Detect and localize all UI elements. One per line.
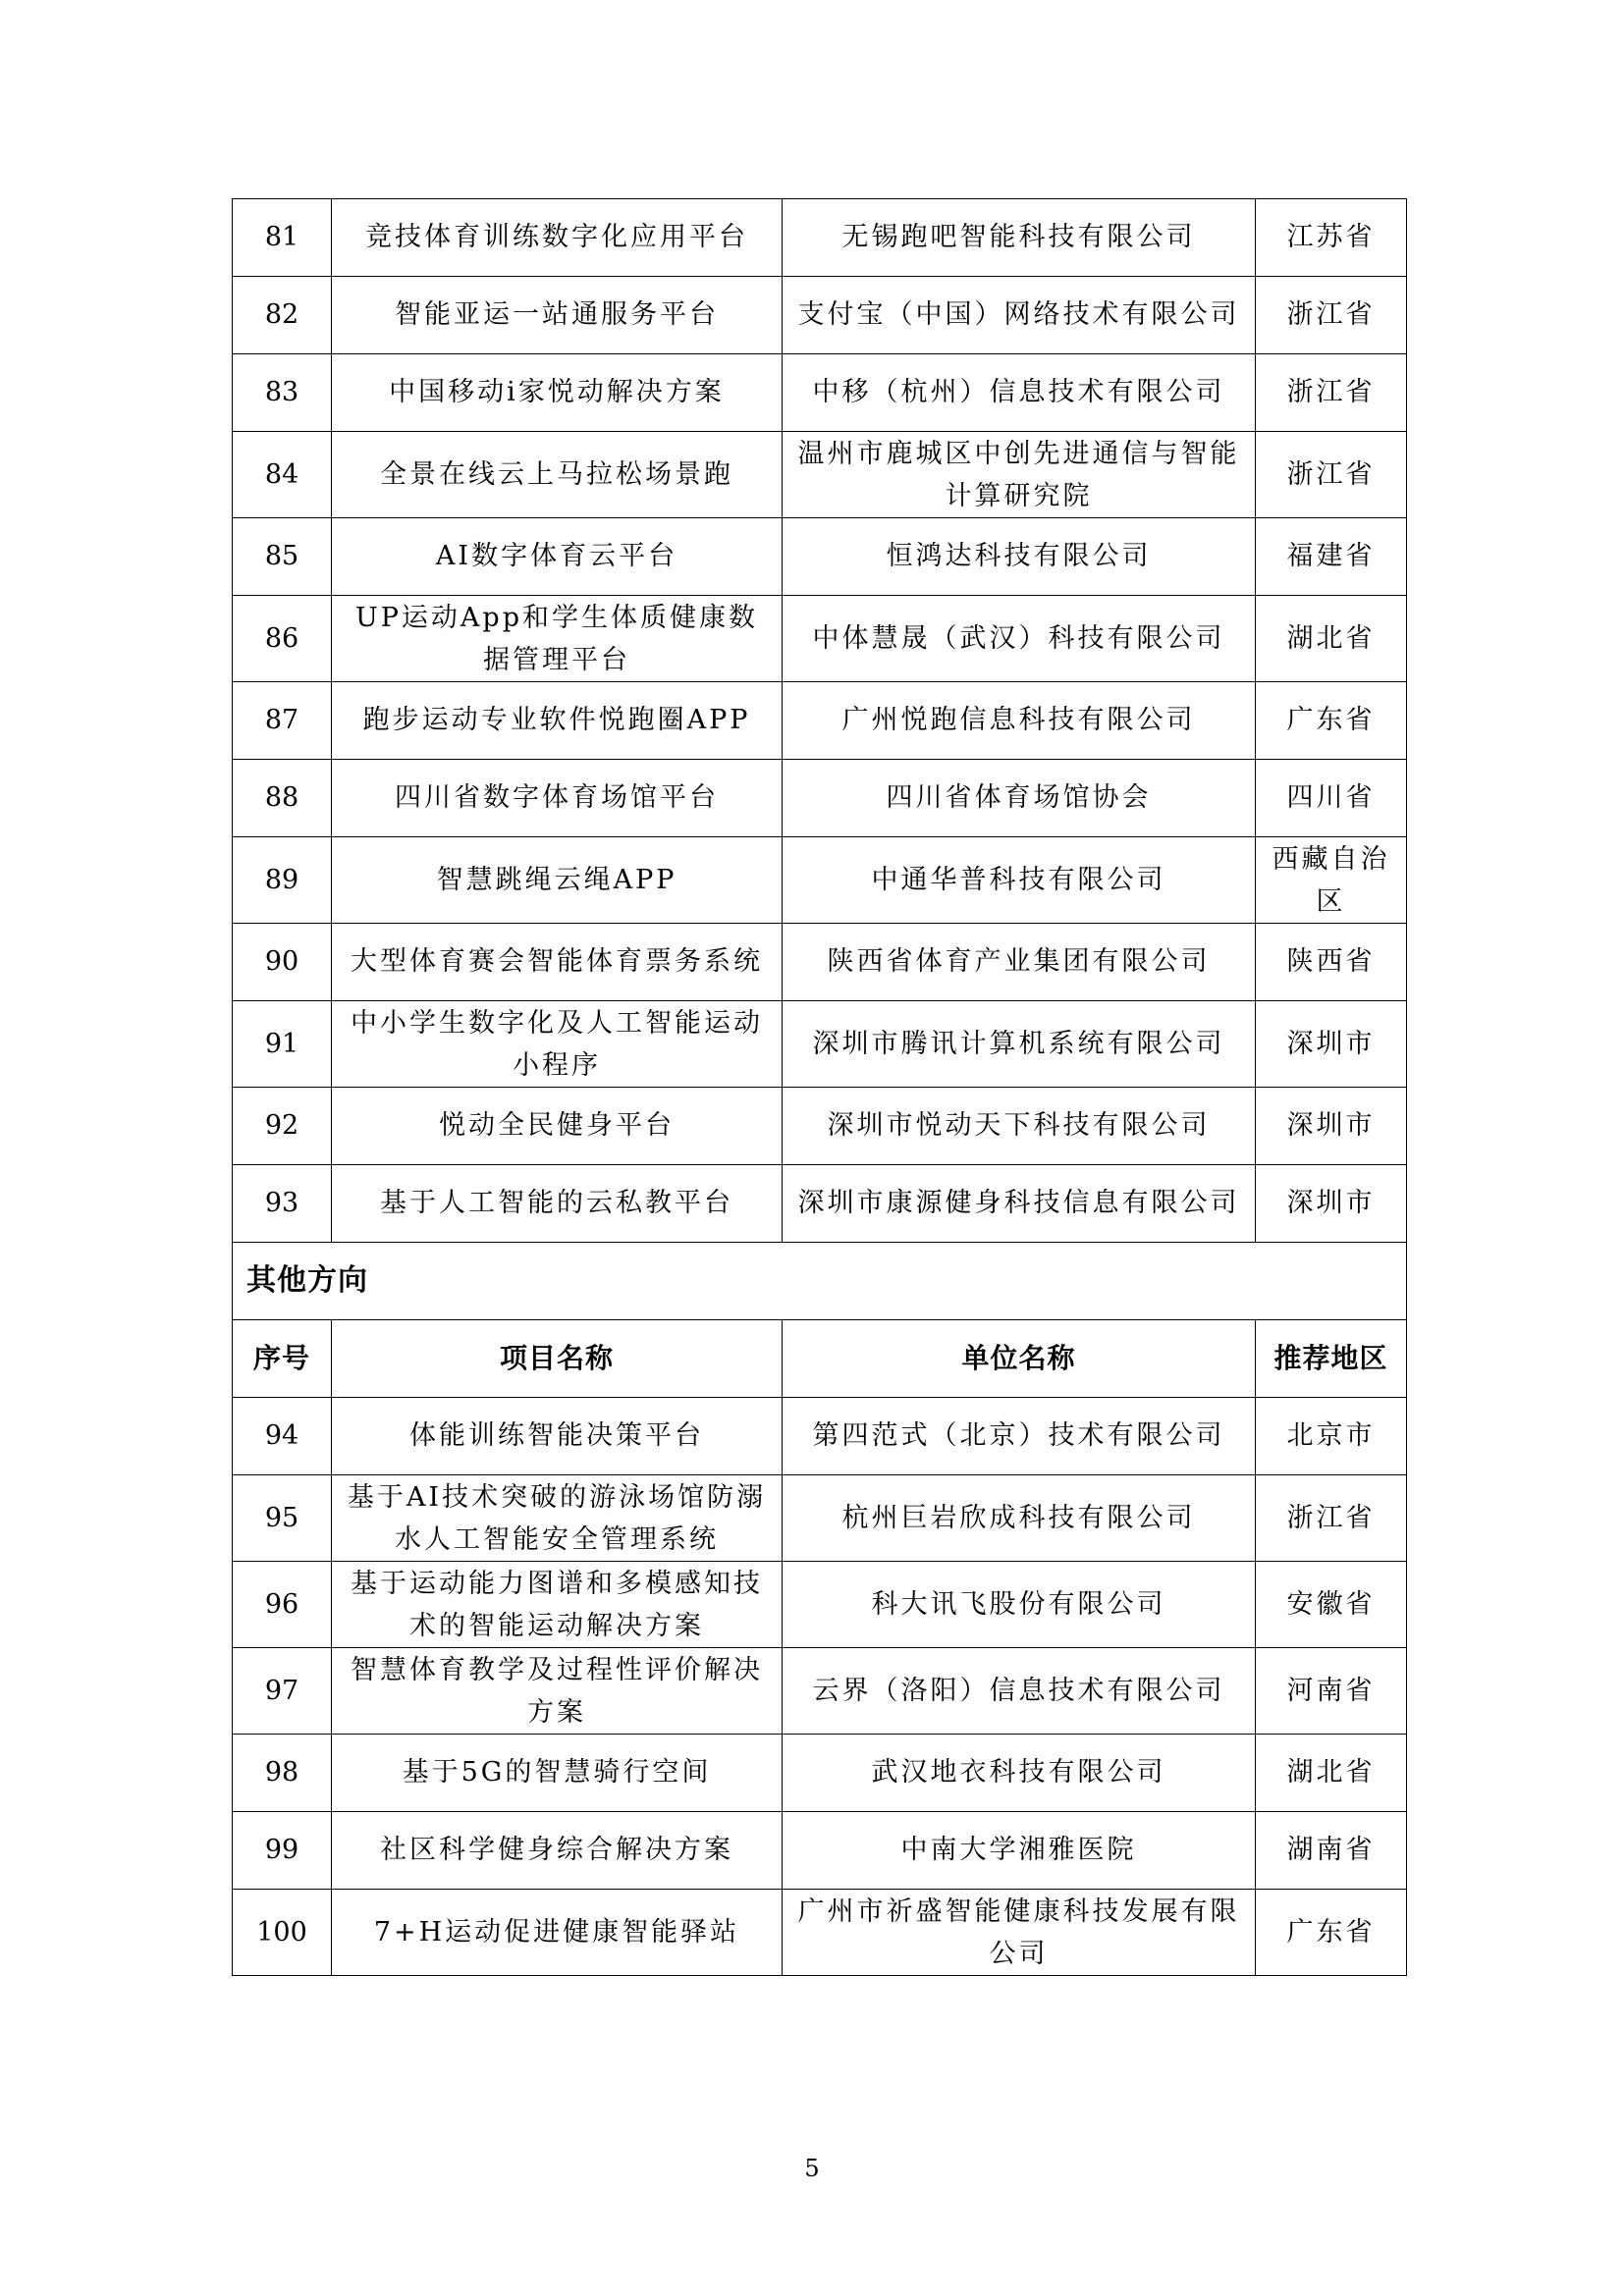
table-row xyxy=(233,277,1407,354)
region: 浙江省 xyxy=(1256,354,1407,432)
project-name: 全景在线云上马拉松场景跑 xyxy=(332,432,783,518)
project-name: 基于5G的智慧骑行空间 xyxy=(332,1735,783,1812)
region: 湖南省 xyxy=(1256,1812,1407,1890)
row-number: 99 xyxy=(233,1812,332,1890)
row-number: 84 xyxy=(233,432,332,518)
region: 深圳市 xyxy=(1256,1165,1407,1243)
unit-name: 中体慧晟（武汉）科技有限公司 xyxy=(783,596,1256,682)
column-header-number: 序号 xyxy=(233,1320,332,1398)
region: 广东省 xyxy=(1256,1890,1407,1976)
row-number: 85 xyxy=(233,518,332,596)
region: 湖北省 xyxy=(1256,596,1407,682)
unit-name: 深圳市悦动天下科技有限公司 xyxy=(783,1088,1256,1165)
unit-name: 中通华普科技有限公司 xyxy=(783,837,1256,924)
region: 深圳市 xyxy=(1256,1001,1407,1088)
unit-name: 无锡跑吧智能科技有限公司 xyxy=(783,199,1256,277)
unit-name: 支付宝（中国）网络技术有限公司 xyxy=(783,277,1256,354)
unit-name: 第四范式（北京）技术有限公司 xyxy=(783,1398,1256,1475)
unit-name: 陕西省体育产业集团有限公司 xyxy=(783,924,1256,1001)
table-row xyxy=(233,1475,1407,1562)
region: 浙江省 xyxy=(1256,277,1407,354)
unit-name: 广州悦跑信息科技有限公司 xyxy=(783,682,1256,760)
region: 江苏省 xyxy=(1256,199,1407,277)
unit-name: 四川省体育场馆协会 xyxy=(783,760,1256,837)
project-name: AI数字体育云平台 xyxy=(332,518,783,596)
table-row xyxy=(233,518,1407,596)
region: 四川省 xyxy=(1256,760,1407,837)
table-header-row xyxy=(233,1320,1407,1398)
section-title: 其他方向 xyxy=(233,1243,1407,1320)
column-header-project: 项目名称 xyxy=(332,1320,783,1398)
table-row xyxy=(233,1890,1407,1976)
unit-name: 中南大学湘雅医院 xyxy=(783,1812,1256,1890)
table-row xyxy=(233,1648,1407,1735)
unit-name: 杭州巨岩欣成科技有限公司 xyxy=(783,1475,1256,1562)
row-number: 100 xyxy=(233,1890,332,1976)
row-number: 96 xyxy=(233,1562,332,1648)
project-name: 智能亚运一站通服务平台 xyxy=(332,277,783,354)
row-number: 82 xyxy=(233,277,332,354)
row-number: 97 xyxy=(233,1648,332,1735)
table-row xyxy=(233,1088,1407,1165)
region: 深圳市 xyxy=(1256,1088,1407,1165)
table-row xyxy=(233,1812,1407,1890)
table-row xyxy=(233,199,1407,277)
region: 安徽省 xyxy=(1256,1562,1407,1648)
table-row xyxy=(233,1735,1407,1812)
unit-name: 温州市鹿城区中创先进通信与智能计算研究院 xyxy=(783,432,1256,518)
project-name: 智慧体育教学及过程性评价解决方案 xyxy=(332,1648,783,1735)
row-number: 92 xyxy=(233,1088,332,1165)
table-row xyxy=(233,1165,1407,1243)
region: 西藏自治区 xyxy=(1256,837,1407,924)
project-name: 四川省数字体育场馆平台 xyxy=(332,760,783,837)
unit-name: 深圳市腾讯计算机系统有限公司 xyxy=(783,1001,1256,1088)
project-name: 7+H运动促进健康智能驿站 xyxy=(332,1890,783,1976)
row-number: 95 xyxy=(233,1475,332,1562)
project-name: 跑步运动专业软件悦跑圈APP xyxy=(332,682,783,760)
project-name: 竞技体育训练数字化应用平台 xyxy=(332,199,783,277)
unit-name: 科大讯飞股份有限公司 xyxy=(783,1562,1256,1648)
project-name: UP运动App和学生体质健康数据管理平台 xyxy=(332,596,783,682)
project-name: 社区科学健身综合解决方案 xyxy=(332,1812,783,1890)
unit-name: 恒鸿达科技有限公司 xyxy=(783,518,1256,596)
row-number: 88 xyxy=(233,760,332,837)
project-name: 基于人工智能的云私教平台 xyxy=(332,1165,783,1243)
table-row xyxy=(233,1001,1407,1088)
row-number: 87 xyxy=(233,682,332,760)
table-row xyxy=(233,354,1407,432)
row-number: 81 xyxy=(233,199,332,277)
unit-name: 武汉地衣科技有限公司 xyxy=(783,1735,1256,1812)
table-row xyxy=(233,1398,1407,1475)
unit-name: 中移（杭州）信息技术有限公司 xyxy=(783,354,1256,432)
page-number: 5 xyxy=(804,2155,820,2182)
region: 福建省 xyxy=(1256,518,1407,596)
project-name: 大型体育赛会智能体育票务系统 xyxy=(332,924,783,1001)
region: 湖北省 xyxy=(1256,1735,1407,1812)
region: 广东省 xyxy=(1256,682,1407,760)
row-number: 93 xyxy=(233,1165,332,1243)
table-row xyxy=(233,924,1407,1001)
project-name: 中小学生数字化及人工智能运动小程序 xyxy=(332,1001,783,1088)
row-number: 83 xyxy=(233,354,332,432)
project-name: 体能训练智能决策平台 xyxy=(332,1398,783,1475)
project-name: 基于运动能力图谱和多模感知技术的智能运动解决方案 xyxy=(332,1562,783,1648)
table-row xyxy=(233,432,1407,518)
unit-name: 深圳市康源健身科技信息有限公司 xyxy=(783,1165,1256,1243)
row-number: 89 xyxy=(233,837,332,924)
table-row xyxy=(233,596,1407,682)
row-number: 98 xyxy=(233,1735,332,1812)
column-header-region: 推荐地区 xyxy=(1256,1320,1407,1398)
region: 浙江省 xyxy=(1256,1475,1407,1562)
table-row xyxy=(233,837,1407,924)
row-number: 90 xyxy=(233,924,332,1001)
project-name: 中国移动i家悦动解决方案 xyxy=(332,354,783,432)
region: 河南省 xyxy=(1256,1648,1407,1735)
table-row xyxy=(233,682,1407,760)
table-row xyxy=(233,760,1407,837)
row-number: 86 xyxy=(233,596,332,682)
table-row xyxy=(233,1562,1407,1648)
row-number: 91 xyxy=(233,1001,332,1088)
row-number: 94 xyxy=(233,1398,332,1475)
region: 陕西省 xyxy=(1256,924,1407,1001)
unit-name: 云界（洛阳）信息技术有限公司 xyxy=(783,1648,1256,1735)
section-row xyxy=(233,1243,1407,1320)
project-name: 悦动全民健身平台 xyxy=(332,1088,783,1165)
unit-name: 广州市祈盛智能健康科技发展有限公司 xyxy=(783,1890,1256,1976)
column-header-unit: 单位名称 xyxy=(783,1320,1256,1398)
project-name: 智慧跳绳云绳APP xyxy=(332,837,783,924)
project-name: 基于AI技术突破的游泳场馆防溺水人工智能安全管理系统 xyxy=(332,1475,783,1562)
region: 北京市 xyxy=(1256,1398,1407,1475)
region: 浙江省 xyxy=(1256,432,1407,518)
project-list-table xyxy=(232,198,1407,1976)
